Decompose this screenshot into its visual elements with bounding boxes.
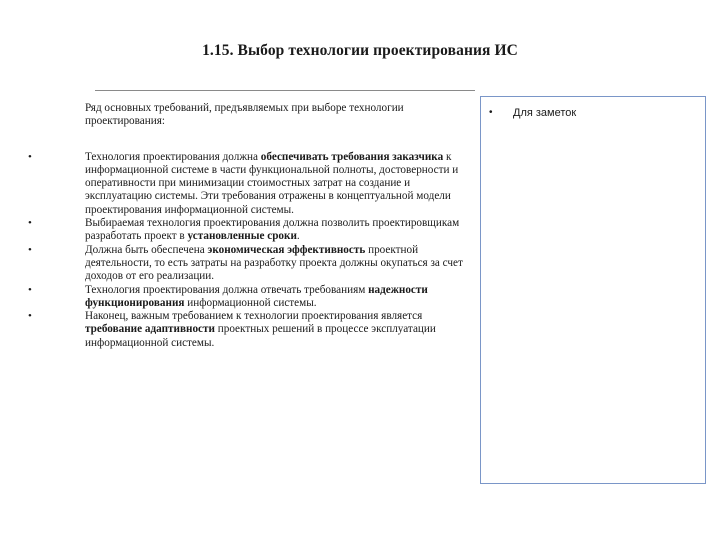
bullet-marker: • [28, 150, 32, 163]
bullet-marker: • [28, 243, 32, 256]
item-text: к информационной системе в части функциональной полноты, достоверности и оперативности при минимизации стоимостных затрат на создание и эксплуатацию системы. Эти требования отражены в концептуальной модели проектирования информационной системы. [85, 150, 459, 216]
requirement-item [28, 284, 465, 311]
item-text: информационной системы. [184, 296, 317, 309]
requirement-item [28, 151, 465, 217]
item-text: Должна быть обеспечена [85, 243, 208, 256]
requirement-item [28, 217, 465, 244]
item-text: проектных решений в процессе эксплуатации информационной системы. [85, 323, 436, 349]
bullet-marker: • [28, 310, 32, 323]
item-text: . [296, 230, 300, 243]
notes-bullet: • [489, 107, 493, 118]
bullet-marker: • [28, 283, 32, 296]
emphasis-text: экономическая эффективность [207, 243, 366, 256]
slide-body [28, 102, 468, 350]
emphasis-text: обеспечивать требования заказчика [260, 150, 444, 163]
requirement-item [28, 244, 465, 284]
item-text: проектной деятельности, то есть затраты на разработку проекта должны окупаться за счет доходов от его реализации. [85, 243, 463, 283]
item-text: Технология проектирования должна отвечать требованиям [85, 283, 369, 296]
notes-box[interactable] [480, 96, 706, 484]
requirements-list [28, 151, 468, 350]
notes-label: Для заметок [513, 107, 577, 119]
intro-text: Ряд основных требований, предъявляемых при выборе технологии проектирования: [85, 102, 404, 128]
item-text: Выбираемая технология проектирования должна позволить проектировщикам разработать проект в [85, 217, 460, 243]
requirement-item [28, 310, 465, 350]
emphasis-text: надежности функционирования [85, 283, 428, 309]
item-text: Наконец, важным требованием к технологии проектирования является [85, 310, 423, 323]
slide-title: 1.15. Выбор технологии проектирования ИС [202, 42, 518, 59]
item-text: Технология проектирования должна [85, 150, 261, 163]
bullet-marker: • [28, 217, 32, 230]
emphasis-text: установленные сроки [187, 230, 297, 243]
title-divider [95, 90, 475, 91]
emphasis-text: требование адаптивности [85, 323, 215, 336]
